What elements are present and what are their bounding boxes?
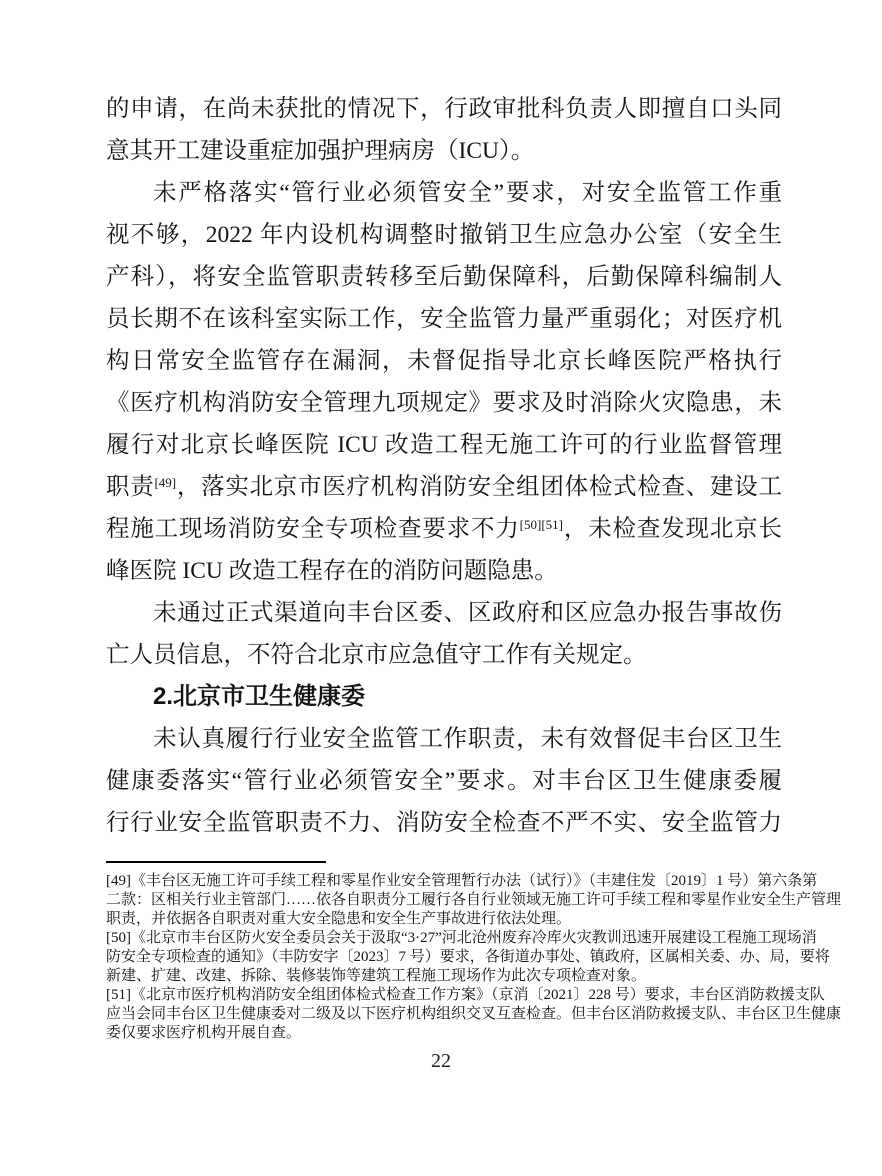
- footnotes: [106, 872, 842, 1043]
- body-line: 产科），将安全监管职责转移至后勤保障科，后勤保障科编制人: [106, 264, 782, 290]
- footnote-line: 委仅要求医疗机构开展自查。: [106, 1025, 302, 1041]
- body-line: 员长期不在该科室实际工作，安全监管力量严重弱化；对医疗机: [106, 306, 782, 332]
- body-text: [106, 88, 782, 844]
- body-line: 视不够，2022 年内设机构调整时撤销卫生应急办公室（安全生: [106, 222, 782, 248]
- body-line: 构日常安全监管存在漏洞，未督促指导北京长峰医院严格执行: [106, 348, 782, 374]
- page-number: 22: [431, 1050, 451, 1072]
- footnote-line: 二款：区相关行业主管部门……依各自职责分工履行各自行业领域无施工许可手续工程和零星作业安全生产管理: [106, 892, 842, 908]
- body-line: 的申请，在尚未获批的情况下，行政审批科负责人即擅自口头同: [106, 96, 782, 122]
- body-line: 履行对北京长峰医院 ICU 改造工程无施工许可的行业监督管理: [106, 432, 782, 458]
- body-line: 意其开工建设重症加强护理病房（ICU）。: [106, 138, 535, 164]
- section-heading: 2.北京市卫生健康委: [153, 683, 366, 710]
- footnote-line: [50]《北京市丰台区防火安全委员会关于汲取“3·27”河北沧州废弃冷库火灾教训迅速开展建设工程施工现场消: [106, 930, 817, 946]
- body-line: 未认真履行行业安全监管工作职责，未有效督促丰台区卫生: [153, 726, 782, 752]
- body-line: 亡人员信息，不符合北京市应急值守工作有关规定。: [106, 642, 647, 668]
- footnote-line: 应当会同丰台区卫生健康委对二级及以下医疗机构组织交叉互查检查。但丰台区消防救援支队、丰台区卫生健康: [106, 1006, 842, 1022]
- body-line: 《医疗机构消防安全管理九项规定》要求及时消除火灾隐患，未: [106, 390, 782, 416]
- body-line: 峰医院 ICU 改造工程存在的消防问题隐患。: [106, 558, 558, 584]
- footnote-ref: [49]: [154, 475, 177, 490]
- body-line: 程施工现场消防安全专项检查要求不力[50][51]，未检查发现北京长: [106, 516, 783, 542]
- footnote-line: [51]《北京市医疗机构消防安全组团体检式检查工作方案》（京消〔2021〕228 号）要求，丰台区消防救援支队: [106, 987, 825, 1003]
- footnote-line: [49]《丰台区无施工许可手续工程和零星作业安全管理暂行办法（试行）》（丰建住发〔2019〕1 号）第六条第: [106, 873, 818, 889]
- footnote-line: 新建、扩建、改建、拆除、装修装饰等建筑工程施工现场作为此次专项检查对象。: [106, 968, 647, 984]
- body-line: 职责[49]，落实北京市医疗机构消防安全组团体检式检查、建设工: [106, 474, 782, 500]
- body-line: 健康委落实“管行业必须管安全”要求。对丰台区卫生健康委履: [106, 768, 782, 794]
- footnote-ref: [50][51]: [519, 517, 563, 532]
- body-line: 行行业安全监管职责不力、消防安全检查不严不实、安全监管力: [106, 810, 782, 836]
- footnote-line: 职责，并依据各自职责对重大安全隐患和安全生产事故进行依法处理。: [106, 911, 572, 927]
- body-line: 未严格落实“管行业必须管安全”要求，对安全监管工作重: [153, 180, 782, 206]
- footnote-line: 防安全专项检查的通知》（丰防安字〔2023〕7 号）要求，各街道办事处、镇政府，区属相关委、办、局，要将: [106, 949, 830, 965]
- footnote-separator: [106, 861, 326, 863]
- body-line: 未通过正式渠道向丰台区委、区政府和区应急办报告事故伤: [153, 600, 782, 626]
